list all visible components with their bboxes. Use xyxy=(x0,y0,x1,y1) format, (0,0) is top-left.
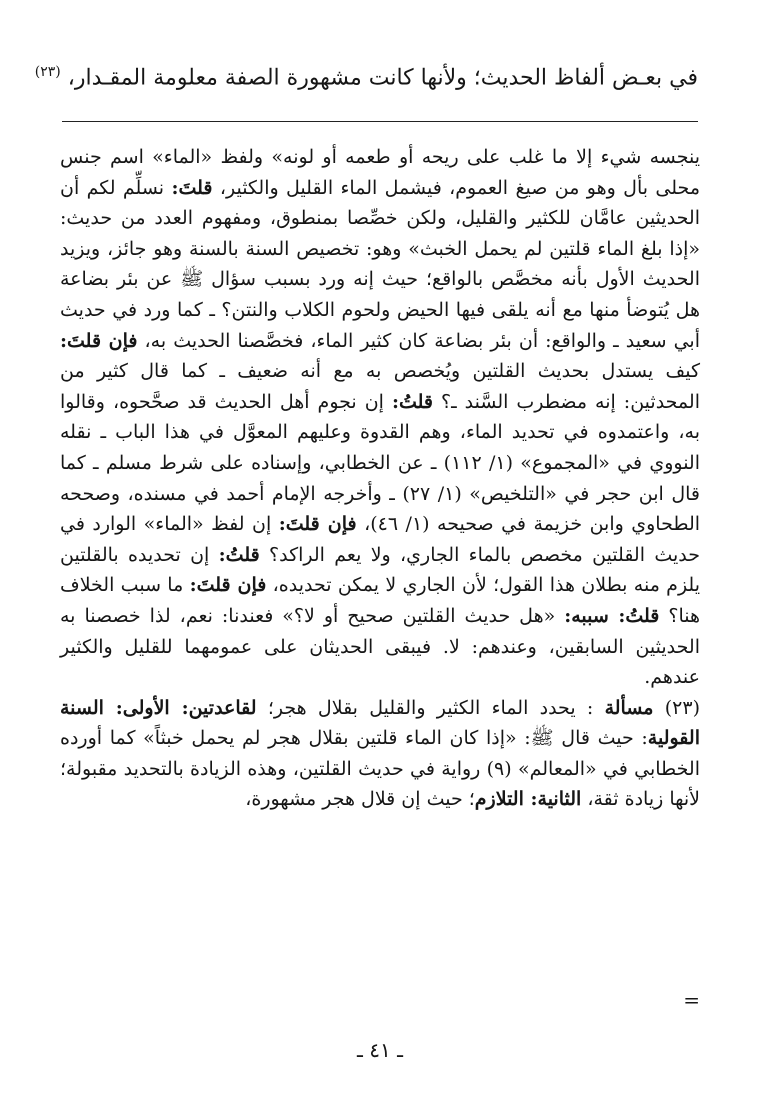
text-run: ينجسه شيء إلا ما غلب على ريحه أو طعمه أو لونه» ولفظ «الماء» اسم جنس محلى بأل وهو من صيغ العموم، فيشمل الماء القليل والكثير، xyxy=(60,146,700,199)
bold-keyword: قلتَ: xyxy=(171,176,213,199)
bold-keyword: قلتُ: xyxy=(391,390,433,413)
bold-keyword: فإن قلتَ: xyxy=(278,513,357,536)
header-text: في بعـض ألفاظ الحديث؛ ولأنها كانت مشهورة الصفة معلومة المقـدار، xyxy=(67,65,698,91)
text-run: إن لفظ «الماء» الوارد في حديث القلتين مخصص بالماء الجاري، ولا يعم الراكد؟ xyxy=(60,513,700,566)
text-run: : يحدد الماء الكثير والقليل بقلال هجر؛ xyxy=(256,696,605,719)
text-run: ما سبب الخلاف هنا؟ xyxy=(60,574,700,627)
footnote-reference: (٢٣) xyxy=(34,64,61,80)
body-text xyxy=(60,142,700,815)
bold-keyword: فإن قلتَ: xyxy=(189,574,267,597)
text-run: (٢٣) xyxy=(653,696,700,719)
text-run: ؛ حيث إن قلال هجر مشهورة، xyxy=(245,788,475,811)
header-divider xyxy=(62,121,698,122)
paragraph-commentary xyxy=(60,142,700,693)
bold-keyword: فإن قلتَ: xyxy=(60,329,138,352)
text-run: «هل حديث القلتين صحيح أو لا؟» فعندنا: نعم، لذا خصصنا به الحديثين السابقين، وعندهم: لا. فيبقى الحديثان على عمومهما للقليل والكثير عندهم. xyxy=(60,604,700,689)
bold-keyword: مسألة xyxy=(604,696,654,719)
bold-keyword: قلتُ: سببه: xyxy=(564,604,660,627)
bold-keyword: الثانية: التلازم xyxy=(474,788,582,811)
text-run: نسلِّم لكم أن الحديثين عامَّان للكثير والقليل، ولكن خصِّصا بمنطوق، ومفهوم العدد من حديث: «إذا بلغ الماء قلتين لم يحمل الخبث» وهو: تخصيص السنة بالسنة وهو جائز، ويزيد الحديث الأول بأنه مخصَّص بالواقع؛ حيث إنه ورد بسبب سؤال ﷺ عن بئر بضاعة هل يُتوضأ منها مع أنه يلقى فيها الحيض ولحوم الكلاب والنتن؟ ـ كما ورد في حديث أبي سعيد ـ والواقع: أن بئر بضاعة كان كثير الماء، فخصَّصنا الحديث به، xyxy=(60,176,700,352)
page-number: ـ ٤١ ـ xyxy=(357,1038,403,1062)
text-run: : حيث قال ﷺ: «إذا كان الماء قلتين بقلال هجر لم يحمل خبثاً» كما أورده الخطابي في «المعالم» (٩) رواية في حديث القلتين، وهذه الزيادة بالتحديد مقبولة؛ لأنها زيادة ثقة، xyxy=(60,727,700,811)
text-run: إن نجوم أهل الحديث قد صحَّحوه، وقالوا به، واعتمدوه في تحديد الماء، وهم القدوة وعليهم المعوَّل في هذا الباب ـ نقله النووي في «المجموع» (١/ ١١٢) ـ عن الخطابي، وإسناده على شرط مسلم ـ كما قال ابن حجر في «التلخيص» (١/ ٢٧) ـ وأخرجه الإمام أحمد في مسنده، وصححه الطحاوي وابن خزيمة في صحيحه (١/ ٤٦)، xyxy=(60,390,701,536)
bold-keyword: لقاعدتين: الأولى: السنة القولية xyxy=(60,696,700,750)
paragraph-issue-23 xyxy=(60,693,700,815)
header-line xyxy=(34,52,698,98)
text-run: إن تحديده بالقلتين يلزم منه بطلان هذا القول؛ لأن الجاري لا يمكن تحديده، xyxy=(60,543,701,597)
bold-keyword: قلتُ: xyxy=(218,543,260,566)
continuation-mark: = xyxy=(683,988,700,1012)
text-run: كيف يستدل بحديث القلتين ويُخصص به مع أنه ضعيف ـ كما قال كثير من المحدثين: إنه مضطرب السَّند ـ؟ xyxy=(60,360,700,413)
